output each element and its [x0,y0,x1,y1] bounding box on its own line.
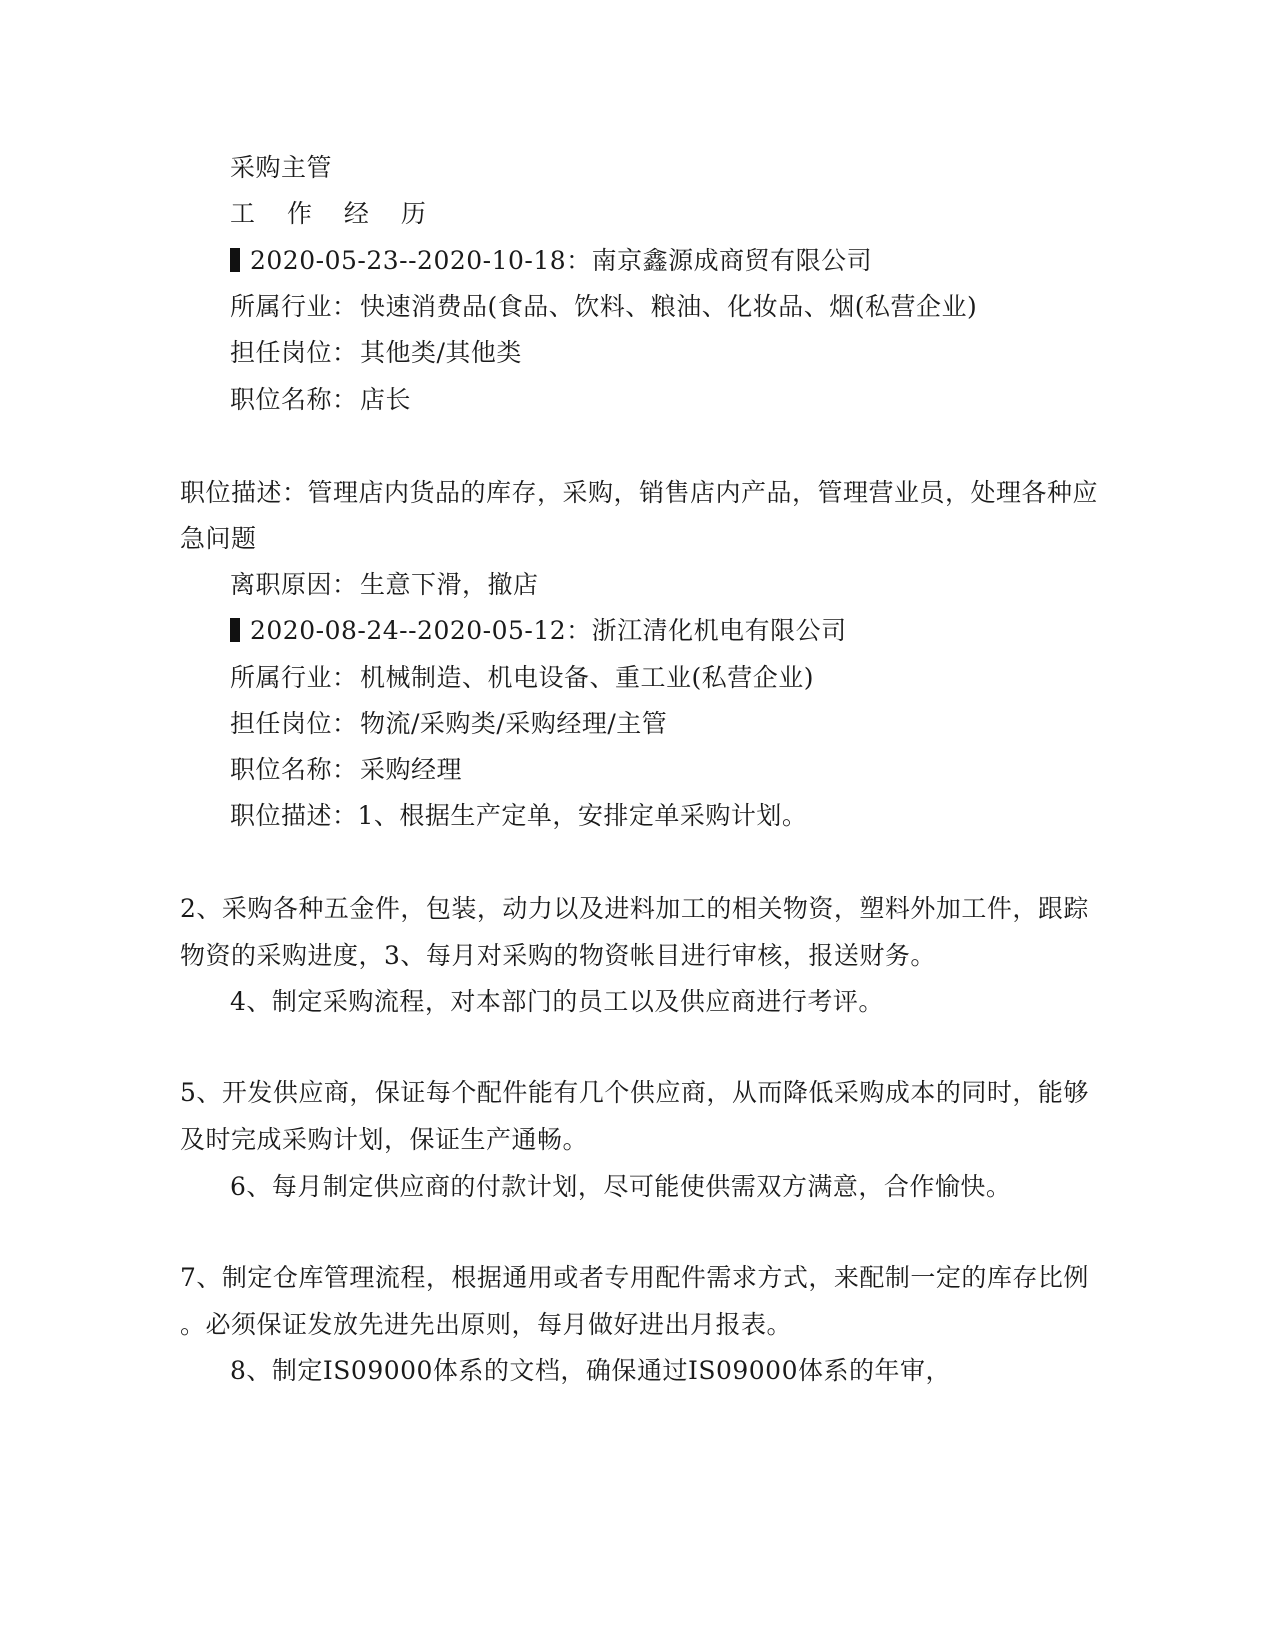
position-value: 采购经理 [360,755,463,784]
job2-header-text: 2020-08-24--2020-05-12：浙江清化机电有限公司 [250,616,847,645]
industry-value: 快速消费品(食品、饮料、粮油、化妆品、烟(私营企业) [360,292,978,321]
section-title: 工 作 经 历 [230,199,438,228]
post-label: 担任岗位： [230,709,358,738]
job2-desc-1: 职位描述：1、根据生产定单，安排定单采购计划。 [230,801,808,830]
job1-description-line1: 职位描述：管理店内货品的库存，采购，销售店内产品，管理营业员，处理各种应 [180,478,1099,507]
post-value: 物流/采购类/采购经理/主管 [360,709,668,738]
job2-desc-2-line1: 2、采购各种五金件，包装，动力以及进料加工的相关物资，塑料外加工件，跟踪 [180,894,1089,923]
job-title: 采购主管 [230,153,333,182]
position-label: 职位名称： [230,385,358,414]
job2-header [230,616,847,646]
job2-desc-5-line1: 5、开发供应商，保证每个配件能有几个供应商，从而降低采购成本的同时，能够 [180,1078,1089,1107]
industry-label: 所属行业： [230,663,358,692]
job1-post [230,338,522,368]
job2-desc-7-line1: 7、制定仓库管理流程，根据通用或者专用配件需求方式，来配制一定的库存比例 [180,1263,1089,1292]
job2-desc-8: 8、制定IS09000体系的文档，确保通过IS09000体系的年审， [230,1356,951,1385]
post-value: 其他类/其他类 [360,338,522,367]
leave-label: 离职原因： [230,570,358,599]
bullet-marker-icon [230,618,240,642]
job1-header-text: 2020-05-23--2020-10-18：南京鑫源成商贸有限公司 [250,246,873,275]
job2-desc-4: 4、制定采购流程，对本部门的员工以及供应商进行考评。 [230,987,884,1016]
industry-value: 机械制造、机电设备、重工业(私营企业) [360,663,815,692]
position-value: 店长 [360,385,412,414]
job1-description-line2: 急问题 [180,524,257,553]
job1-position [230,385,411,415]
position-label: 职位名称： [230,755,358,784]
job2-desc-5-line2: 及时完成采购计划，保证生产通畅。 [180,1125,589,1154]
job1-header [230,246,872,276]
job2-industry [230,663,814,693]
job1-industry [230,292,977,322]
job2-desc-2-line2: 物资的采购进度，3、每月对采购的物资帐目进行审核，报送财务。 [180,941,936,970]
job2-desc-7-line2: 。必须保证发放先进先出原则，每月做好进出月报表。 [180,1310,793,1339]
job1-leave-reason [230,570,539,600]
bullet-marker-icon [230,248,240,272]
leave-value: 生意下滑，撤店 [360,570,539,599]
job2-desc-6: 6、每月制定供应商的付款计划，尽可能使供需双方满意，合作愉快。 [230,1172,1012,1201]
post-label: 担任岗位： [230,338,358,367]
job2-position [230,755,462,785]
industry-label: 所属行业： [230,292,358,321]
job2-post [230,709,667,739]
